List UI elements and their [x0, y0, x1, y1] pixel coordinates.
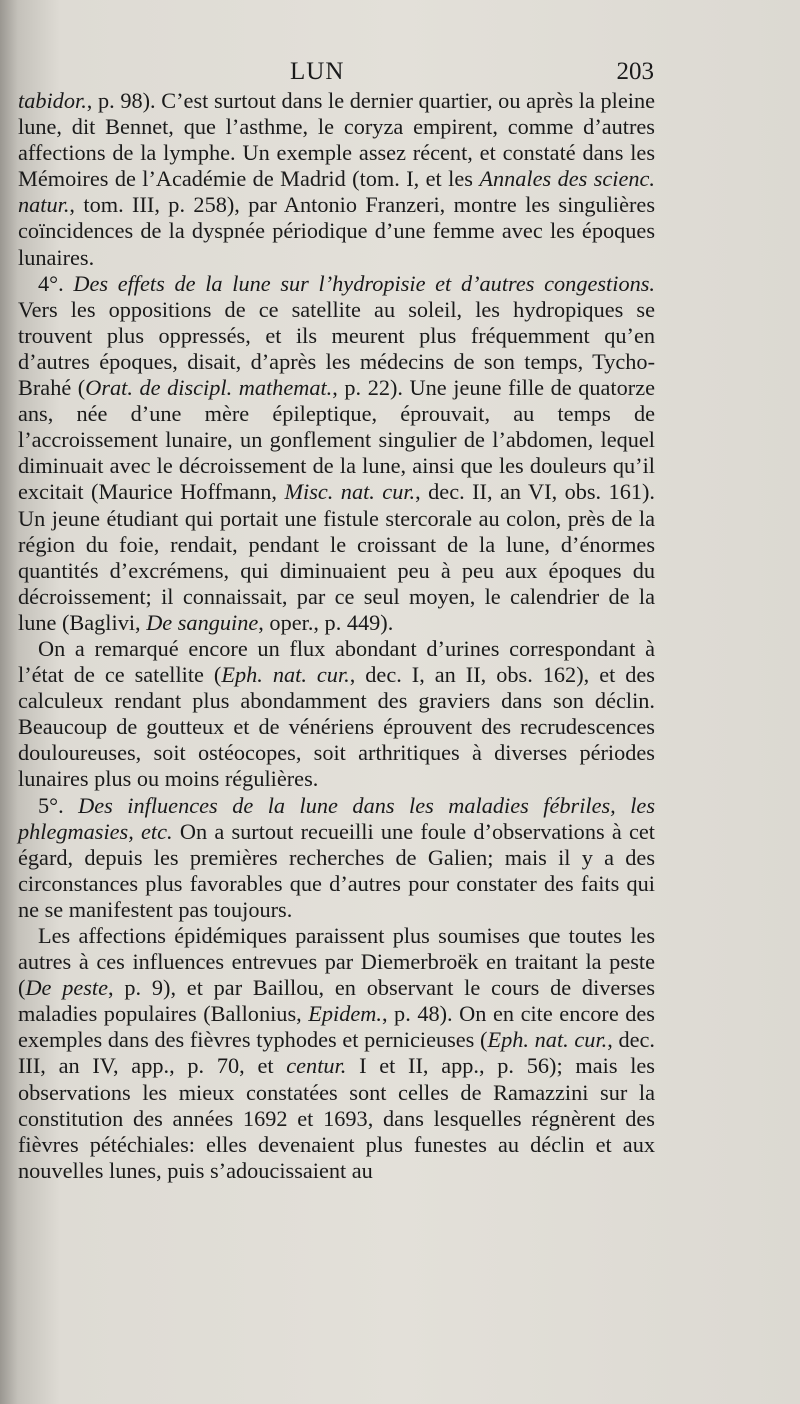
italic-text: De peste [25, 975, 109, 1001]
text-run: Vers les oppositions de ce satellite au soleil, les hydropiques se trouvent plus oppressés, et ils meurent plus fréquemment qu’en d’autres époques, disait, d’après les médecins de son temps, Tycho-Brahé ( [18, 296, 655, 401]
italic-text: De sanguine [146, 609, 259, 635]
paragraph [18, 636, 655, 793]
text-run: On a remarqué encore un flux abondant d’urines correspondant à l’état de ce satellite ( [18, 635, 655, 688]
italic-text: centur. [286, 1053, 347, 1079]
text-run: 5°. [38, 792, 79, 818]
text-run: , p. 98). C’est surtout dans le dernier quartier, ou après la pleine lune, dit Bennet, que l’asthme, le coryza empirent, comme d’autres affections de la lymphe. Un exemple assez récent, et constaté dans les Mémoires de l’Académie de Madrid (tom. I, et les [18, 88, 655, 192]
text-run: , p. 9), et par Baillou, en observant le cours de diverses maladies populaires (Ballonius, [18, 975, 655, 1027]
text-run: , dec. III, an IV, app., p. 70, et [18, 1027, 655, 1079]
text-run: , oper., p. 449). [258, 609, 394, 635]
italic-text: Eph. nat. cur. [487, 1027, 608, 1053]
italic-text: Des influences de la lune dans les maladies fébriles, les phlegmasies, etc. [18, 792, 656, 844]
italic-text: Annales des scienc. natur. [18, 166, 655, 218]
text-run: , p. 22). Une jeune fille de quatorze ans, née d’une mère épileptique, éprouvait, au temps de l’accroissement lunaire, un gonflement singulier de l’abdomen, lequel diminuait avec le décroissement de la lune, ainsi que les douleurs qu’il excitait (Maurice Hoffmann, [18, 375, 655, 505]
text-run: , dec. I, an II, obs. 162), et des calculeux rendant plus abondamment des graviers dans son déclin. Beaucoup de goutteux et de vénériens éprouvent des recrudescences douloureuses, soit ostéocopes, soit arthritiques à diverses périodes lunaires plus ou moins régulières. [18, 662, 655, 792]
paragraph [18, 271, 655, 636]
page-number: 203 [616, 58, 654, 85]
paragraph [18, 88, 655, 271]
italic-text: Des effets de la lune sur l’hydropisie et d’autres congestions. [73, 270, 655, 296]
body-text [18, 88, 655, 1184]
italic-text: Eph. nat. cur. [221, 662, 350, 688]
running-head: LUN [290, 58, 345, 85]
text-run: On a surtout recueilli une foule d’observations à cet égard, depuis les premières recherches de Galien; mais il y a des circonstances plus favorables que d’autres pour constater des faits qui ne se manifestent pas toujours. [18, 818, 655, 922]
text-run: , dec. II, an VI, obs. 161). Un jeune étudiant qui portait une fistule stercorale au colon, près de la région du foie, rendait, pendant le croissant de la lune, d’énormes quantités d’excrémens, qui diminuaient peu à peu aux époques du décroissement; il connaissait, par ce seul moyen, le calendrier de la lune (Baglivi, [18, 479, 656, 635]
italic-text: tabidor. [18, 88, 87, 113]
text-run: 4°. [38, 270, 74, 296]
text-run: , tom. III, p. 258), par Antonio Franzeri, montre les singulières coïncidences de la dyspnée périodique d’une femme avec les époques lunaires. [18, 192, 655, 270]
paragraph [18, 923, 655, 1184]
italic-text: Epidem. [308, 1001, 382, 1027]
italic-text: Orat. de discipl. mathemat. [85, 375, 333, 401]
page-header [0, 58, 800, 92]
text-run: Les affections épidémiques paraissent plus soumises que toutes les autres à ces influences entrevues par Diemerbroëk en traitant la peste ( [18, 923, 655, 1001]
text-run: I et II, app., p. 56); mais les observations les mieux constatées sont celles de Ramazzini sur la constitution des années 1692 et 1693, dans lesquelles régnèrent des fièvres pétéchiales: elles devenaient plus funestes au déclin et aux nouvelles lunes, puis s’adoucissaient au [18, 1053, 655, 1183]
italic-text: Misc. nat. cur. [284, 479, 416, 505]
paragraph [18, 793, 655, 923]
text-run: , p. 48). On en cite encore des exemples dans des fièvres typhodes et pernicieuses ( [18, 1001, 655, 1053]
